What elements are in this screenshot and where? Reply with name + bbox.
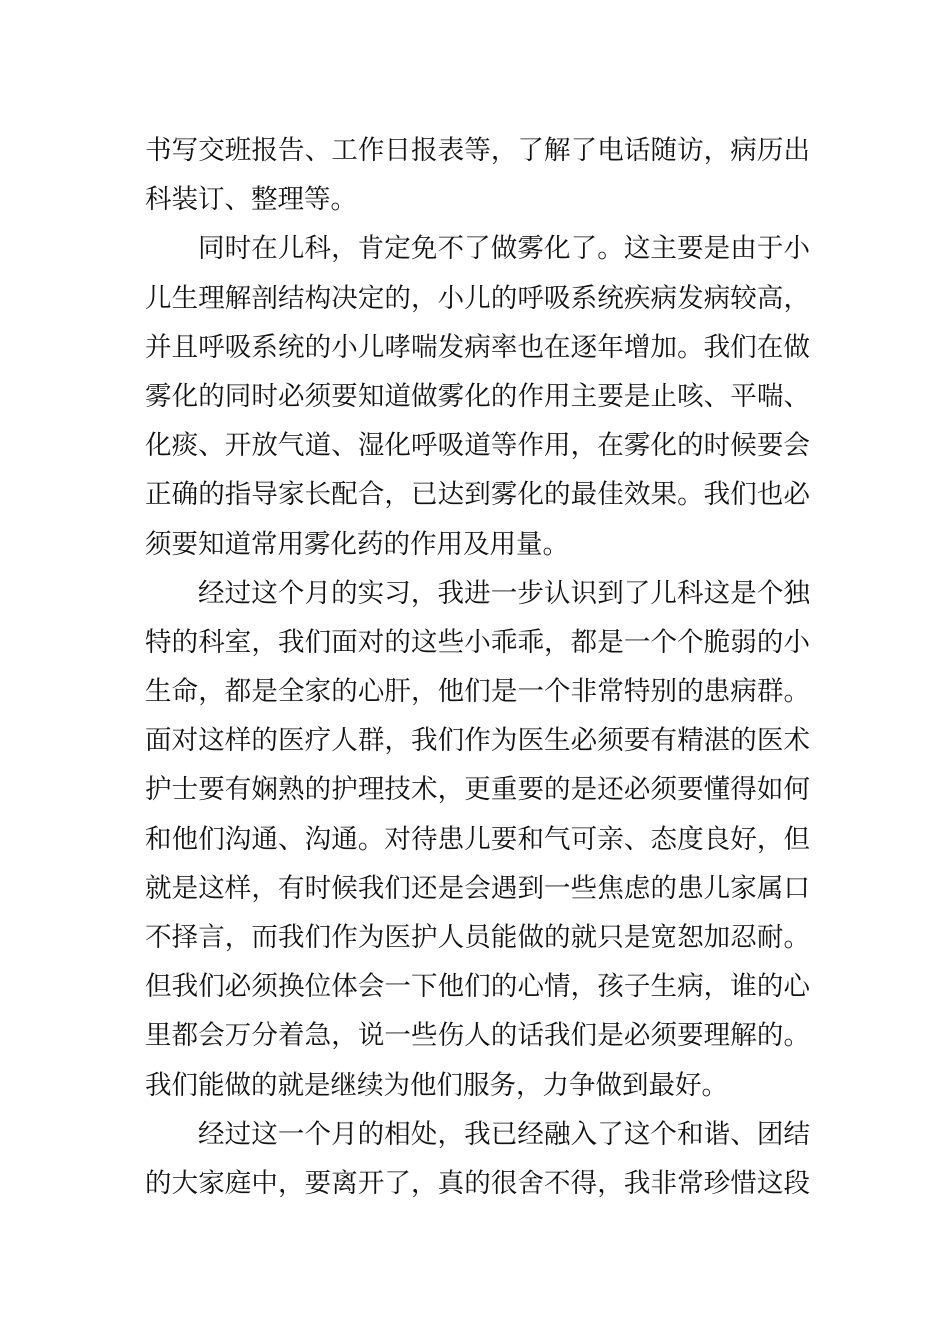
text-line: 不择言，而我们作为医护人员能做的就只是宽恕加忍耐。 (145, 922, 810, 953)
text-line: 书写交班报告、工作日报表等，了解了电话随访，病历出 (145, 135, 810, 166)
text-line: 须要知道常用雾化药的作用及用量。 (145, 528, 569, 560)
text-line: 儿生理解剖结构决定的，小儿的呼吸系统疾病发病较高， (145, 282, 810, 314)
text-line: 的大家庭中，要离开了，真的很舍不得，我非常珍惜这段 (145, 1167, 810, 1199)
text-line: 里都会万分着急，说一些伤人的话我们是必须要理解的。 (145, 1020, 810, 1052)
text-line: 并且呼吸系统的小儿哮喘发病率也在逐年增加。我们在做 (145, 331, 810, 363)
text-line: 化痰、开放气道、湿化呼吸道等作用，在雾化的时候要会 (145, 430, 810, 462)
text-line: 雾化的同时必须要知道做雾化的作用主要是止咳、平喘、 (145, 380, 810, 412)
text-line: 和他们沟通、沟通。对待患儿要和气可亲、态度良好，但 (145, 823, 810, 855)
text-line: 正确的指导家长配合，已达到雾化的最佳效果。我们也必 (145, 479, 810, 511)
paragraph-first-line: 经过这个月的实习，我进一步认识到了儿科这是个独 (198, 577, 810, 609)
text-line: 但我们必须换位体会一下他们的心情，孩子生病，谁的心 (145, 971, 810, 1003)
body-text (145, 126, 810, 1208)
text-line: 就是这样，有时候我们还是会遇到一些焦虑的患儿家属口 (145, 872, 810, 904)
text-line: 特的科室，我们面对的这些小乖乖，都是一个个脆弱的小 (145, 626, 810, 658)
text-line: 面对这样的医疗人群，我们作为医生必须要有精湛的医术 (145, 725, 810, 757)
paragraph-first-line: 同时在儿科，肯定免不了做雾化了。这主要是由于小 (198, 233, 810, 265)
text-line: 我们能做的就是继续为他们服务，力争做到最好。 (145, 1069, 728, 1101)
text-line: 护士要有娴熟的护理技术，更重要的是还必须要懂得如何 (145, 774, 810, 806)
paragraph-first-line: 经过这一个月的相处，我已经融入了这个和谐、团结 (198, 1118, 810, 1150)
text-line: 科装订、整理等。 (145, 184, 357, 216)
text-line: 生命，都是全家的心肝，他们是一个非常特别的患病群。 (145, 676, 810, 708)
